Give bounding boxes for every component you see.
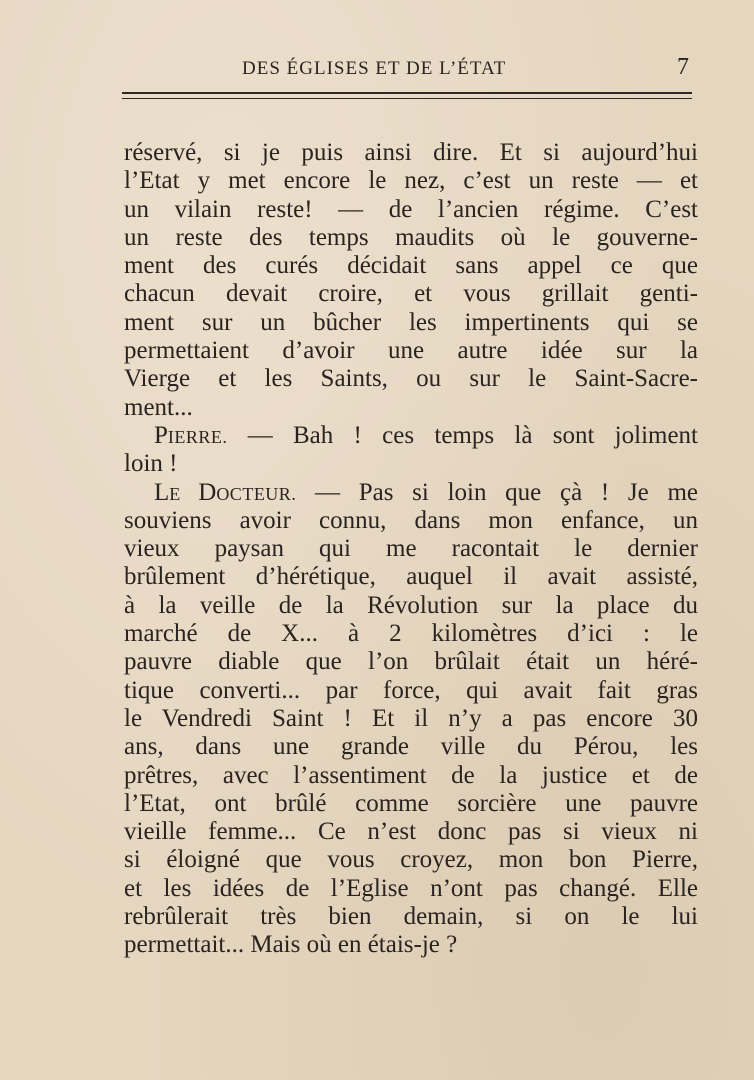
text-line: pauvre diable que l’on brûlait était un héré-: [124, 648, 698, 676]
text-line: le Vendredi Saint ! Et il n’y a pas encore 30: [124, 704, 698, 732]
speaker-pierre-initial: P: [154, 421, 168, 449]
text-line: réservé, si je puis ainsi dire. Et si aujourd’hui: [124, 139, 698, 166]
text-line: permettaient d’avoir une autre idée sur la: [124, 337, 698, 365]
text-line: souviens avoir connu, dans mon enfance, un: [124, 506, 698, 534]
text-line: prêtres, avec l’assentiment de la justice et de: [124, 761, 698, 789]
text-line: tique converti... par force, qui avait fait gras: [124, 676, 698, 704]
text-line: et les idées de l’Eglise n’ont pas changé. Elle: [124, 874, 698, 902]
header-rule-thick: [122, 92, 692, 94]
text-line: un vilain reste! — de l’ancien régime. C’est: [124, 195, 698, 223]
text-line: rebrûlerait très bien demain, si on le lui: [124, 903, 698, 931]
speaker-docteur-e: E: [169, 483, 199, 504]
text-line: un reste des temps maudits où le gouverne-: [124, 223, 698, 251]
text-line: vieille femme... Ce n’est donc pas si vieux ni: [124, 818, 698, 846]
text-line: à la veille de la Révolution sur la place du: [124, 591, 698, 619]
dialogue-pierre-line: [124, 422, 698, 450]
speaker-docteur-D: D: [198, 478, 217, 506]
speaker-pierre-rest: IERRE.: [167, 426, 228, 447]
text-line: brûlement d’hérétique, auquel il avait assisté,: [124, 563, 698, 591]
text-line: l’Etat y met encore le nez, c’est un reste — et: [124, 167, 698, 195]
speaker-docteur-rest: OCTEUR.: [216, 483, 297, 504]
text-line: ment des curés décidait sans appel ce que: [124, 252, 698, 280]
text-line: vieux paysan qui me racontait le dernier: [124, 535, 698, 563]
text-line: ment sur un bûcher les impertinents qui se: [124, 308, 698, 336]
speaker-docteur-L: L: [154, 478, 170, 506]
text-line: l’Etat, ont brûlé comme sorcière une pauvre: [124, 789, 698, 817]
header-rule-thin: [122, 98, 692, 99]
text-line: Vierge et les Saints, ou sur le Saint-Sacre-: [124, 365, 698, 393]
text-line: si éloigné que vous croyez, mon bon Pierre,: [124, 846, 698, 874]
dialogue-text: — Pas si loin que çà ! Je me: [315, 478, 699, 506]
text-line: ment...: [124, 393, 193, 421]
page-number: 7: [677, 54, 689, 80]
text-line: permettait... Mais où en étais-je ?: [124, 931, 458, 959]
body-text: [124, 139, 698, 960]
text-line: chacun devait croire, et vous grillait genti-: [124, 280, 698, 308]
text-line: ans, dans une grande ville du Pérou, les: [124, 733, 698, 761]
dialogue-docteur-line: [124, 479, 698, 507]
dialogue-text: — Bah ! ces temps là sont joliment: [247, 421, 699, 449]
text-line: marché de X... à 2 kilomètres d’ici : le: [124, 620, 698, 648]
running-head: DES ÉGLISES ET DE L’ÉTAT: [242, 58, 507, 79]
text-line: loin !: [124, 450, 178, 478]
